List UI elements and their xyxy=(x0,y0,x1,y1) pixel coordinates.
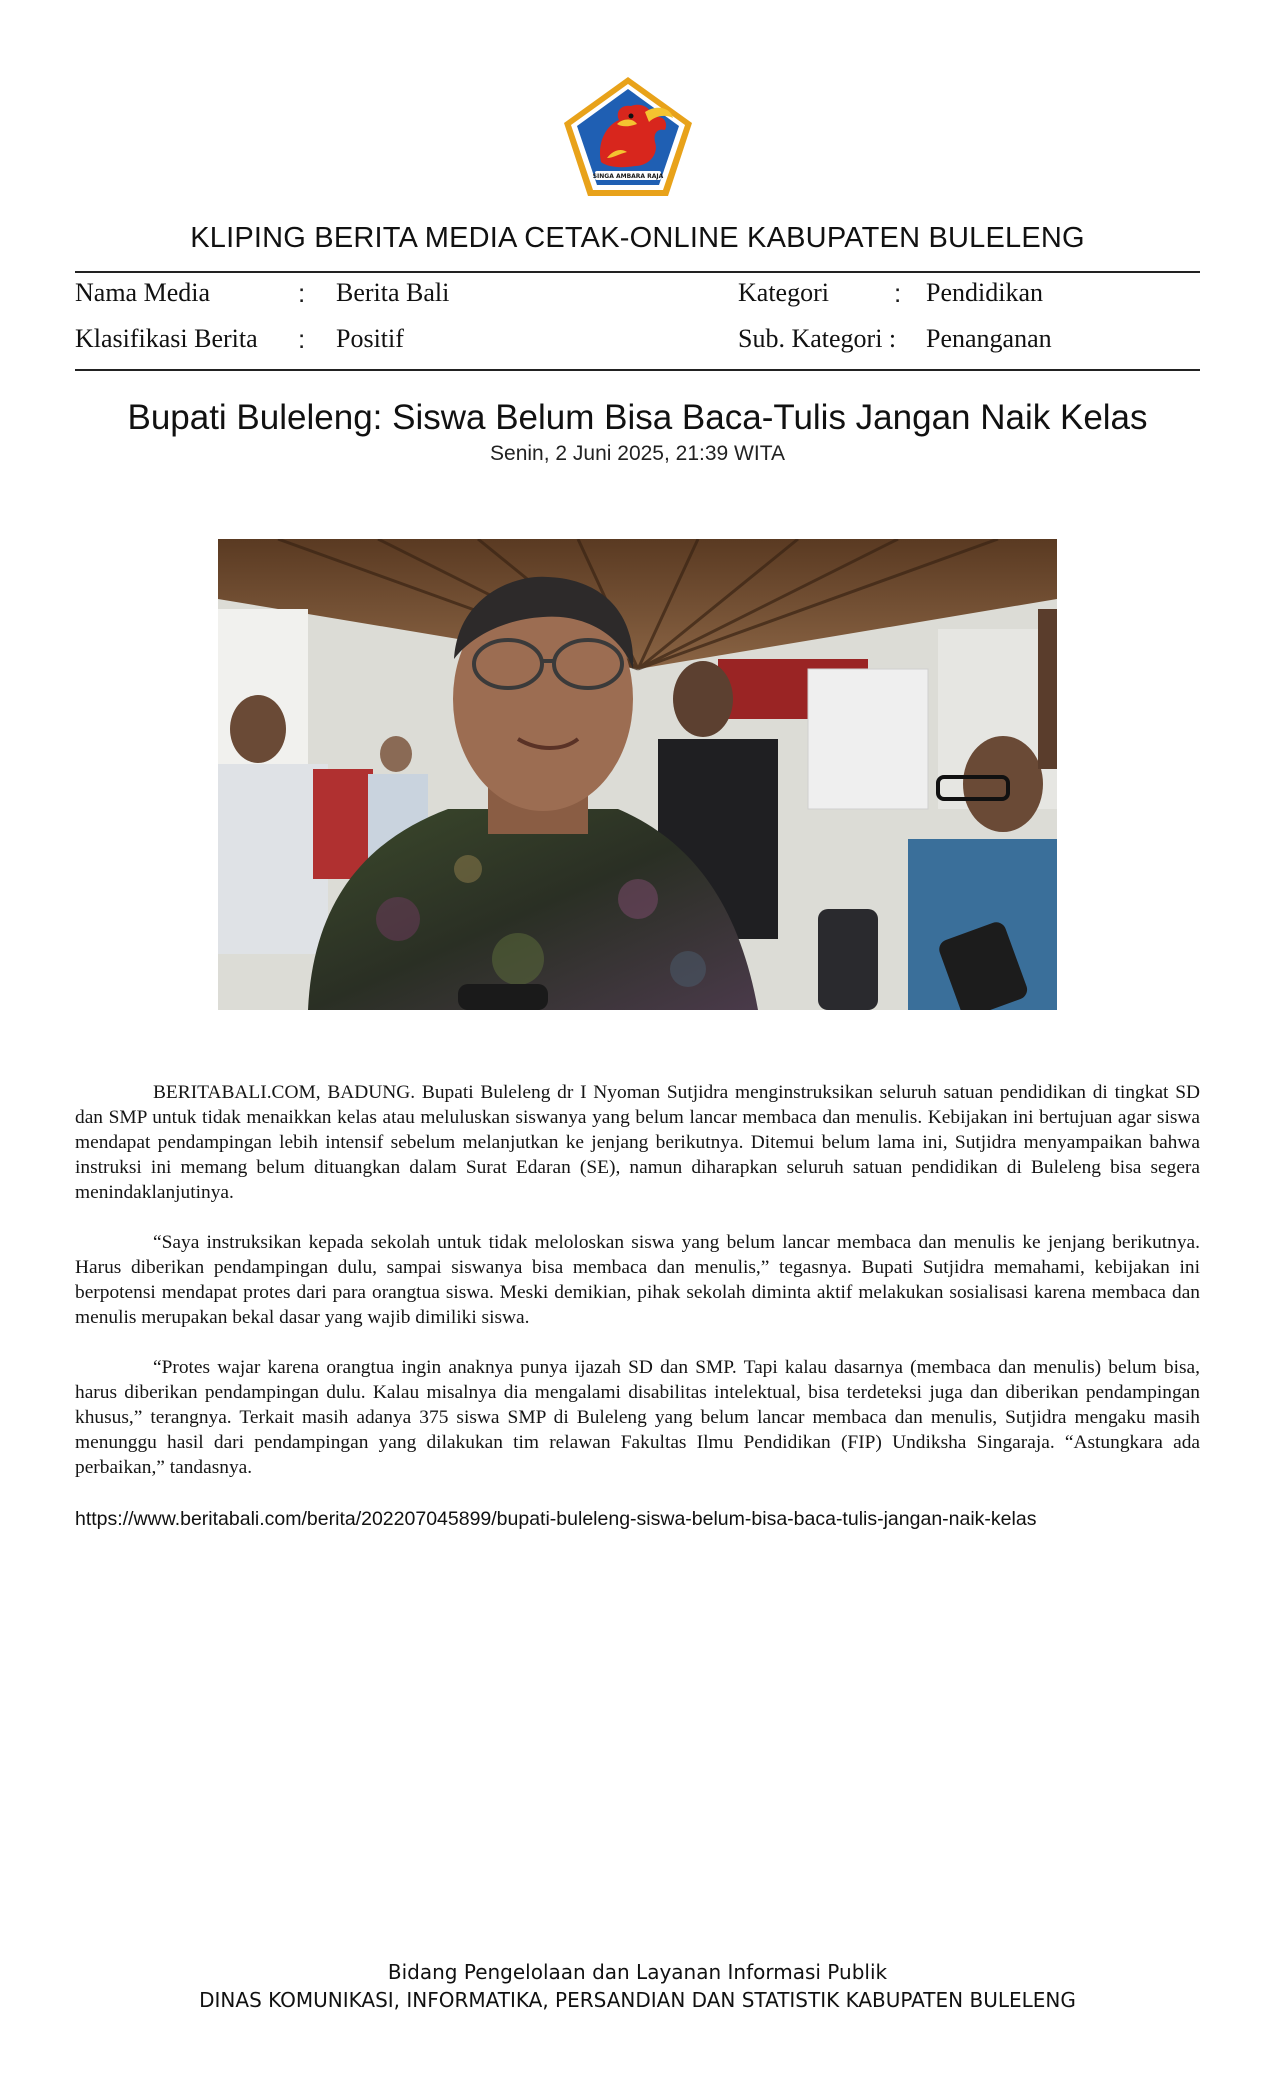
nama-media-colon: : xyxy=(298,278,306,308)
header-divider-top xyxy=(75,271,1200,273)
klasifikasi-berita-value: Positif xyxy=(336,324,404,353)
kategori-colon: : xyxy=(894,278,902,308)
kabupaten-buleleng-logo xyxy=(561,74,695,200)
sub-kategori-value: Penanganan xyxy=(926,324,1052,353)
header-divider-bottom xyxy=(75,369,1200,371)
clipping-header-title: KLIPING BERITA MEDIA CETAK-ONLINE KABUPATEN BULELENG xyxy=(190,222,1085,254)
nama-media-label: Nama Media xyxy=(75,278,211,307)
svg-text:SINGA AMBARA RAJA: SINGA AMBARA RAJA xyxy=(592,173,664,180)
kategori-value: Pendidikan xyxy=(926,278,1043,307)
kategori-label: Kategori xyxy=(738,278,829,307)
nama-media-value: Berita Bali xyxy=(336,278,450,307)
article-paragraph-2: “Saya instruksikan kepada sekolah untuk tidak meloloskan siswa yang belum lancar membaca dan menulis ke jenjang berikutnya. Harus diberikan pendampingan dulu, sampai siswanya bisa membaca dan menulis,” tegasnya. Bupati Sutjidra memahami, kebijakan ini berpotensi mendapat protes dari para orangtua siswa. Meski demikian, pihak sekolah diminta aktif melakukan sosialisasi karena membaca dan menulis merupakan bekal dasar yang wajib dimiliki siswa. xyxy=(75,1232,1200,1328)
footer-department: Bidang Pengelolaan dan Layanan Informasi Publik xyxy=(387,1960,888,1984)
article-headline: Bupati Buleleng: Siswa Belum Bisa Baca-Tulis Jangan Naik Kelas xyxy=(127,398,1148,437)
klasifikasi-berita-colon: : xyxy=(298,324,306,354)
sub-kategori-label: Sub. Kategori : xyxy=(738,324,897,353)
article-photo xyxy=(218,539,1057,1010)
article-source-url: https://www.beritabali.com/berita/202207045899/bupati-buleleng-siswa-belum-bisa-baca-tulis-jangan-naik-kelas xyxy=(75,1508,1037,1530)
article-date: Senin, 2 Juni 2025, 21:39 WITA xyxy=(490,442,785,465)
footer-agency: DINAS KOMUNIKASI, INFORMATIKA, PERSANDIAN DAN STATISTIK KABUPATEN BULELENG xyxy=(199,1988,1076,2012)
article-body xyxy=(75,1080,1200,1505)
article-paragraph-3: “Protes wajar karena orangtua ingin anaknya punya ijazah SD dan SMP. Tapi kalau dasarnya (membaca dan menulis) belum bisa, harus diberikan pendampingan dulu. Kalau misalnya dia mengalami disabilitas intelektual, bisa terdeteksi juga dan diberikan pendampingan khusus,” terangnya. Terkait masih adanya 375 siswa SMP di Buleleng yang belum lancar membaca dan menulis, Sutjidra mengaku masih menunggu hasil dari pendampingan yang dilakukan tim relawan Fakultas Ilmu Pendidikan (FIP) Undiksha Singaraja. “Astungkara ada perbaikan,” tandasnya. xyxy=(75,1357,1200,1478)
klasifikasi-berita-label: Klasifikasi Berita xyxy=(75,324,258,353)
article-paragraph-1: BERITABALI.COM, BADUNG. Bupati Buleleng dr I Nyoman Sutjidra menginstruksikan seluruh satuan pendidikan di tingkat SD dan SMP untuk tidak menaikkan kelas atau meluluskan siswanya yang belum lancar membaca dan menulis. Kebijakan ini bertujuan agar siswa mendapat pendampingan lebih intensif sebelum melanjutkan ke jenjang berikutnya. Ditemui belum lama ini, Sutjidra menyampaikan bahwa instruksi ini memang belum dituangkan dalam Surat Edaran (SE), namun diharapkan seluruh satuan pendidikan di Buleleng bisa segera menindaklanjutinya. xyxy=(75,1082,1200,1203)
